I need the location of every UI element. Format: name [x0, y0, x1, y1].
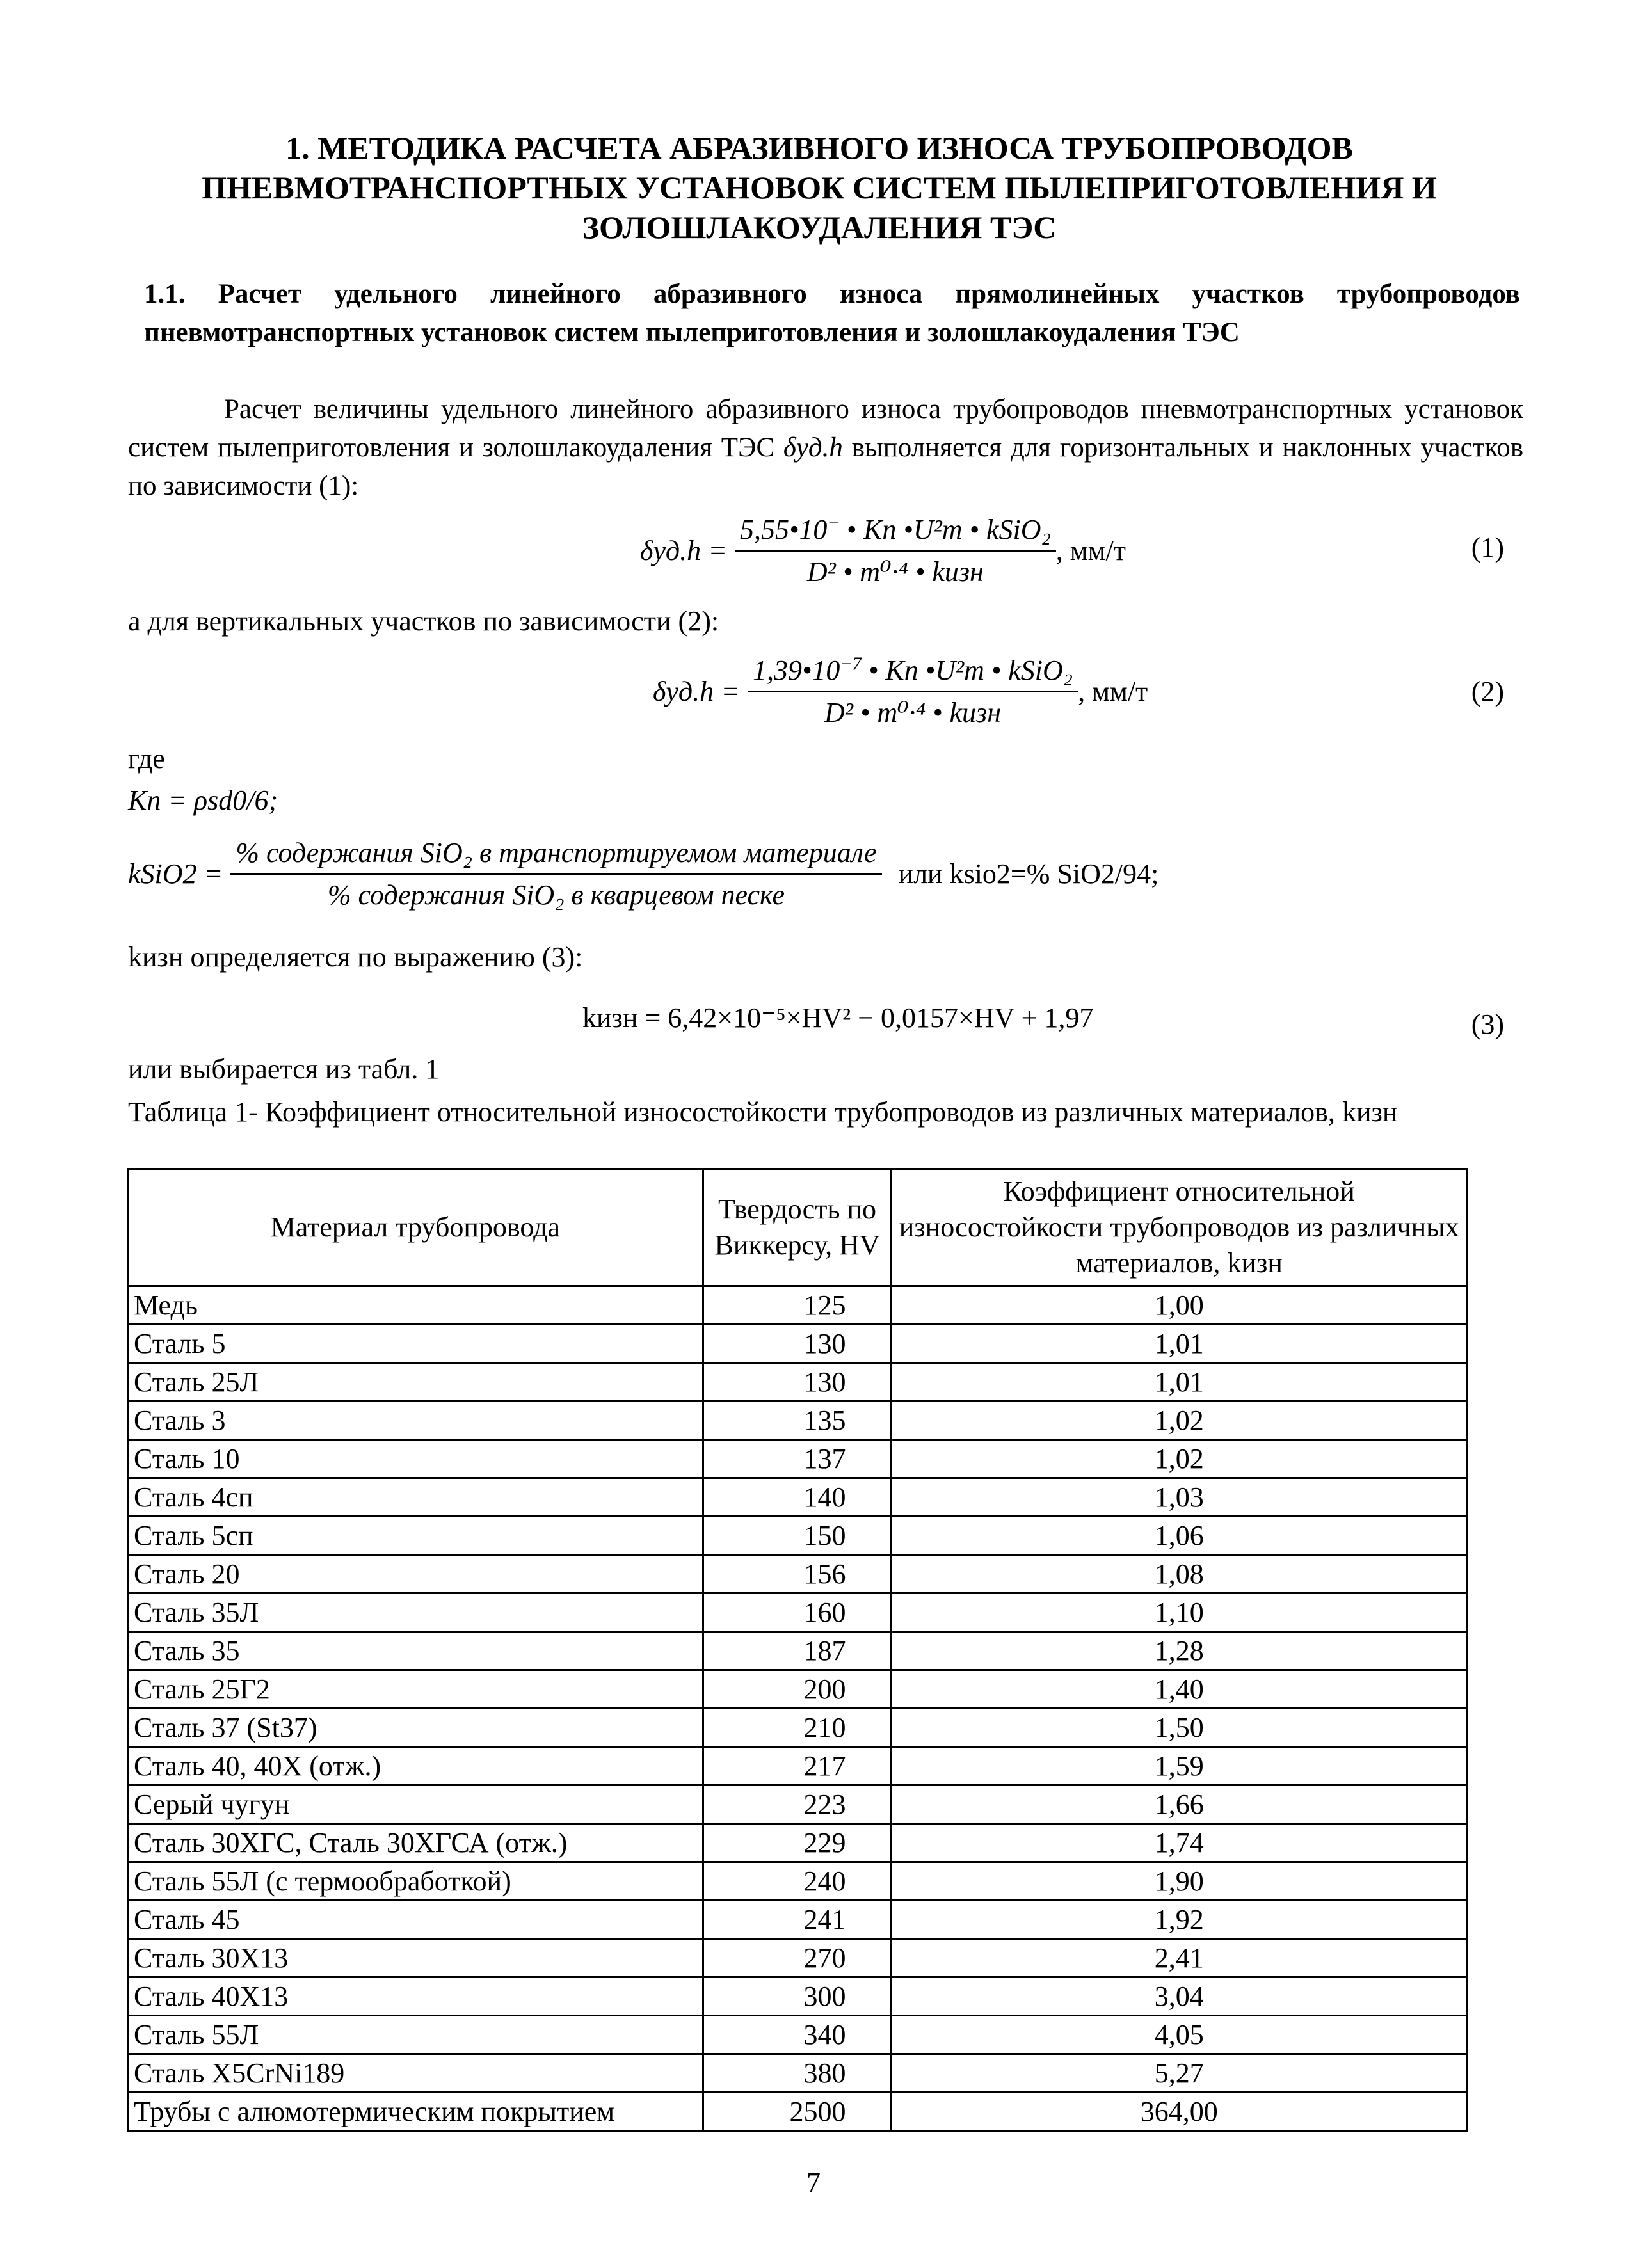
cell-material: Сталь 10: [128, 1440, 703, 1478]
cell-hardness: 130: [703, 1363, 892, 1402]
kp-formula: Kп = ρsd0/6;: [128, 785, 278, 816]
cell-hardness: 210: [703, 1709, 892, 1747]
eq1-lhs: δуд.h: [640, 534, 701, 566]
ksio2-fraction: $\frac{\text{\% содержания SiO₂ в транспортируемом материале}}{\text{\% содержания SiO₂ в кварцевом песке}}$: [230, 836, 881, 911]
table-row: [128, 1325, 1467, 1363]
table-row: [128, 1862, 1467, 1901]
cell-coefficient: 1,01: [892, 1363, 1467, 1402]
intro-text: Расчет величины удельного линейного абразивного износа трубопроводов пневмотранспортных установок систем пылеприготовления и золошлакоудаления ТЭС: [128, 394, 1523, 463]
cell-coefficient: 1,59: [892, 1747, 1467, 1785]
cell-material: Сталь 30Х13: [128, 1939, 703, 1977]
table-caption: Таблица 1- Коэффициент относительной износостойкости трубопроводов из различных материалов, kизн: [128, 1096, 1398, 1128]
cell-coefficient: 1,74: [892, 1824, 1467, 1862]
cell-hardness: 240: [703, 1862, 892, 1901]
table-row: [128, 1709, 1467, 1747]
equation-2: δуд.h = $\frac{1,39•10^{-7} • Kп •U^2m • kSiO_2}{\text{D² • m⁰·⁴ • kизн}}$ , мм/т (2): [653, 653, 1504, 728]
cell-material: Сталь 4сп: [128, 1478, 703, 1517]
cell-material: Сталь X5CrNi189: [128, 2054, 703, 2093]
table-row: [128, 1670, 1467, 1709]
cell-material: Сталь 35: [128, 1632, 703, 1670]
cell-coefficient: 1,92: [892, 1901, 1467, 1939]
cell-hardness: 135: [703, 1402, 892, 1440]
eq3-formula: kизн = 6,42×10⁻⁵×HV² − 0,0157×HV + 1,97: [582, 1002, 1094, 1034]
cell-hardness: 160: [703, 1593, 892, 1632]
cell-coefficient: 1,06: [892, 1517, 1467, 1555]
table-row: [128, 1901, 1467, 1939]
cell-hardness: 137: [703, 1440, 892, 1478]
eq3-number: (3): [1471, 1009, 1504, 1040]
cell-hardness: 223: [703, 1785, 892, 1824]
where-label: где: [128, 743, 165, 774]
table-row: [128, 1478, 1467, 1517]
cell-coefficient: 5,27: [892, 2054, 1467, 2093]
eq1-number: (1): [1471, 532, 1504, 563]
cell-coefficient: 1,01: [892, 1325, 1467, 1363]
cell-coefficient: 1,50: [892, 1709, 1467, 1747]
cell-hardness: 156: [703, 1555, 892, 1593]
table-row: [128, 1593, 1467, 1632]
table-row: [128, 2054, 1467, 2093]
cell-material: Трубы с алюмотермическим покрытием: [128, 2093, 703, 2131]
cell-material: Сталь 40Х13: [128, 1977, 703, 2016]
equation-1: δуд.h = $\frac{5,55•10^- • Kп •U^2m • kSiO_2}{\text{D² • m⁰·⁴ • kизн}}$ , мм/т (1): [640, 513, 1504, 587]
eq2-fraction: $\frac{1,39•10^{-7} • Kп •U^2m • kSiO_2}{\text{D² • m⁰·⁴ • kизн}}$: [748, 654, 1078, 729]
ksio2-symbol: kSiO2: [128, 858, 197, 890]
cell-coefficient: 1,00: [892, 1286, 1467, 1325]
cell-hardness: 270: [703, 1939, 892, 1977]
table-row: [128, 1785, 1467, 1824]
cell-coefficient: 4,05: [892, 2016, 1467, 2054]
cell-material: Сталь 55Л: [128, 2016, 703, 2054]
table-row: [128, 1402, 1467, 1440]
cell-hardness: 380: [703, 2054, 892, 2093]
table-row: [128, 1747, 1467, 1785]
cell-material: Сталь 30ХГС, Сталь 30ХГСА (отж.): [128, 1824, 703, 1862]
cell-hardness: 2500: [703, 2093, 892, 2131]
kizn-text: kизн определяется по выражению (3):: [128, 941, 583, 973]
cell-coefficient: 2,41: [892, 1939, 1467, 1977]
ksio2-alternative: или ksio2=% SiO2/94;: [898, 858, 1159, 890]
section-heading: 1.1. Расчет удельного линейного абразивного износа прямолинейных участков трубопроводов пневмотранспортных установок систем пылеприготовления и золошлакоудаления ТЭС: [144, 279, 1520, 347]
cell-coefficient: 1,02: [892, 1440, 1467, 1478]
table-row: [128, 1977, 1467, 2016]
cell-material: Сталь 55Л (с термообработкой): [128, 1862, 703, 1901]
table-row: [128, 1555, 1467, 1593]
cell-material: Сталь 5сп: [128, 1517, 703, 1555]
cell-hardness: 150: [703, 1517, 892, 1555]
header-hardness: Твердость по Виккерсу, HV: [703, 1169, 892, 1286]
cell-coefficient: 1,28: [892, 1632, 1467, 1670]
cell-coefficient: 1,40: [892, 1670, 1467, 1709]
cell-material: Сталь 40, 40Х (отж.): [128, 1747, 703, 1785]
cell-hardness: 200: [703, 1670, 892, 1709]
table-row: [128, 2093, 1467, 2131]
cell-coefficient: 364,00: [892, 2093, 1467, 2131]
cell-material: Сталь 5: [128, 1325, 703, 1363]
ksio2-definition: kSiO2 = $\frac{\text{\% содержания SiO₂ в транспортируемом материале}}{\text{\% содержания SiO₂ в кварцевом песке}}$ или ksio2=% SiO2/94;: [128, 836, 1159, 911]
wear-resistance-table: [127, 1168, 1468, 2132]
cell-material: Сталь 25Л: [128, 1363, 703, 1402]
table-row: [128, 1286, 1467, 1325]
cell-coefficient: 1,66: [892, 1785, 1467, 1824]
cell-hardness: 125: [703, 1286, 892, 1325]
header-material: Материал трубопровода: [128, 1169, 703, 1286]
cell-material: Сталь 45: [128, 1901, 703, 1939]
cell-material: Медь: [128, 1286, 703, 1325]
eq2-lhs: δуд.h: [653, 675, 714, 707]
cell-coefficient: 3,04: [892, 1977, 1467, 2016]
intro-paragraph: [128, 390, 1523, 506]
cell-hardness: 130: [703, 1325, 892, 1363]
cell-hardness: 140: [703, 1478, 892, 1517]
cell-material: Сталь 25Г2: [128, 1670, 703, 1709]
eq1-unit: , мм/т: [1055, 534, 1126, 566]
page-number: 7: [806, 2167, 821, 2198]
eq2-unit: , мм/т: [1078, 675, 1148, 707]
table-row: [128, 1517, 1467, 1555]
cell-coefficient: 1,10: [892, 1593, 1467, 1632]
delta-symbol: δуд.h: [783, 433, 843, 463]
eq2-number: (2): [1471, 676, 1504, 707]
table-row: [128, 1440, 1467, 1478]
cell-material: Сталь 35Л: [128, 1593, 703, 1632]
table-row: [128, 2016, 1467, 2054]
cell-hardness: 229: [703, 1824, 892, 1862]
intro-tail: выполняется для горизонтальных и наклонных участков по зависимости (1):: [128, 433, 1524, 501]
eq1-fraction: $\frac{5,55•10^- • Kп •U^2m • kSiO_2}{\text{D² • m⁰·⁴ • kизн}}$: [735, 513, 1056, 588]
cell-material: Сталь 3: [128, 1402, 703, 1440]
table-header-row: [128, 1169, 1467, 1286]
cell-material: Сталь 20: [128, 1555, 703, 1593]
table-row: [128, 1632, 1467, 1670]
cell-coefficient: 1,02: [892, 1402, 1467, 1440]
vertical-text: а для вертикальных участков по зависимости (2):: [128, 605, 719, 637]
table-row: [128, 1939, 1467, 1977]
cell-hardness: 187: [703, 1632, 892, 1670]
header-coefficient: Коэффициент относительной износостойкости трубопроводов из различных материалов, kизн: [892, 1169, 1467, 1286]
cell-coefficient: 1,90: [892, 1862, 1467, 1901]
table-row: [128, 1824, 1467, 1862]
cell-hardness: 340: [703, 2016, 892, 2054]
table-reference: или выбирается из табл. 1: [128, 1053, 440, 1085]
cell-material: Сталь 37 (St37): [128, 1709, 703, 1747]
cell-material: Серый чугун: [128, 1785, 703, 1824]
page-heading: 1. МЕТОДИКА РАСЧЕТА АБРАЗИВНОГО ИЗНОСА ТРУБОПРОВОДОВ ПНЕВМОТРАНСПОРТНЫХ УСТАНОВОК СИСТЕМ ПЫЛЕПРИГОТОВЛЕНИЯ И ЗОЛОШЛАКОУДАЛЕНИЯ ТЭС: [202, 130, 1437, 245]
cell-hardness: 241: [703, 1901, 892, 1939]
cell-coefficient: 1,03: [892, 1478, 1467, 1517]
cell-hardness: 217: [703, 1747, 892, 1785]
table-row: [128, 1363, 1467, 1402]
cell-coefficient: 1,08: [892, 1555, 1467, 1593]
cell-hardness: 300: [703, 1977, 892, 2016]
